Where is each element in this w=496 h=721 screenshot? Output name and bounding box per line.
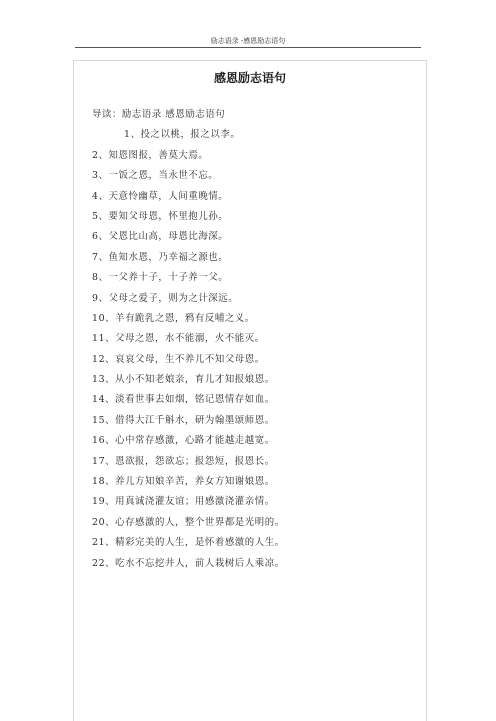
quote-line: 1、投之以桃，报之以李。 (124, 129, 241, 141)
quote-line: 21、精彩完美的人生，是怀着感激的人生。 (92, 537, 285, 549)
document-page (73, 60, 427, 721)
quote-line: 19、用真诚浇灌友谊；用感激浇灌亲情。 (92, 496, 275, 508)
document-body (92, 105, 422, 574)
quote-line: 8、一父养十子，十子养一父。 (92, 272, 229, 284)
header-rule (75, 47, 421, 48)
quote-line: 4、天意怜幽草，人间重晚情。 (92, 190, 229, 202)
running-header (0, 36, 496, 46)
quote-line: 20、心存感激的人，整个世界都是光明的。 (92, 516, 285, 528)
quote-line: 2、知恩图报，善莫大焉。 (92, 149, 209, 161)
quote-line: 13、从小不知老娘亲，育儿才知报娘恩。 (92, 374, 275, 386)
quote-line: 14、淡看世事去如烟，铭记恩情存如血。 (92, 394, 275, 406)
quote-line: 3、一饭之恩，当永世不忘。 (92, 170, 219, 182)
running-header-text: 励志语录 -感恩励志语句 (210, 37, 286, 45)
quote-line: 6、父恩比山高，母恩比海深。 (92, 231, 229, 243)
quote-line: 7、鱼知水恩，乃幸福之源也。 (92, 251, 229, 263)
quote-line: 15、借得大江千斛水，研为翰墨颂师恩。 (92, 414, 275, 426)
document-title: 感恩励志语句 (213, 71, 286, 85)
quote-line: 5、要知父母恩，怀里抱儿孙。 (92, 210, 229, 222)
quote-line: 16、心中常存感激，心路才能越走越宽。 (92, 435, 275, 447)
quote-line: 9、父母之爱子，则为之计深远。 (92, 292, 239, 304)
intro-line: 导读：励志语录 感恩励志语句 (92, 109, 226, 120)
quote-line: 10、羊有跪乳之恩，鸦有反哺之义。 (92, 312, 255, 324)
quote-line: 18、养儿方知娘辛苦，养女方知谢娘恩。 (92, 476, 275, 488)
quote-line: 11、父母之恩，水不能溺，火不能灭。 (92, 333, 265, 345)
quote-line: 22、吃水不忘挖井人，前人栽树后人乘凉。 (92, 557, 285, 569)
quote-line: 12、哀哀父母，生不养儿不知父母恩。 (92, 353, 265, 365)
quote-line: 17、恩欲报，怨欲忘；报怨短，报恩长。 (92, 455, 275, 467)
